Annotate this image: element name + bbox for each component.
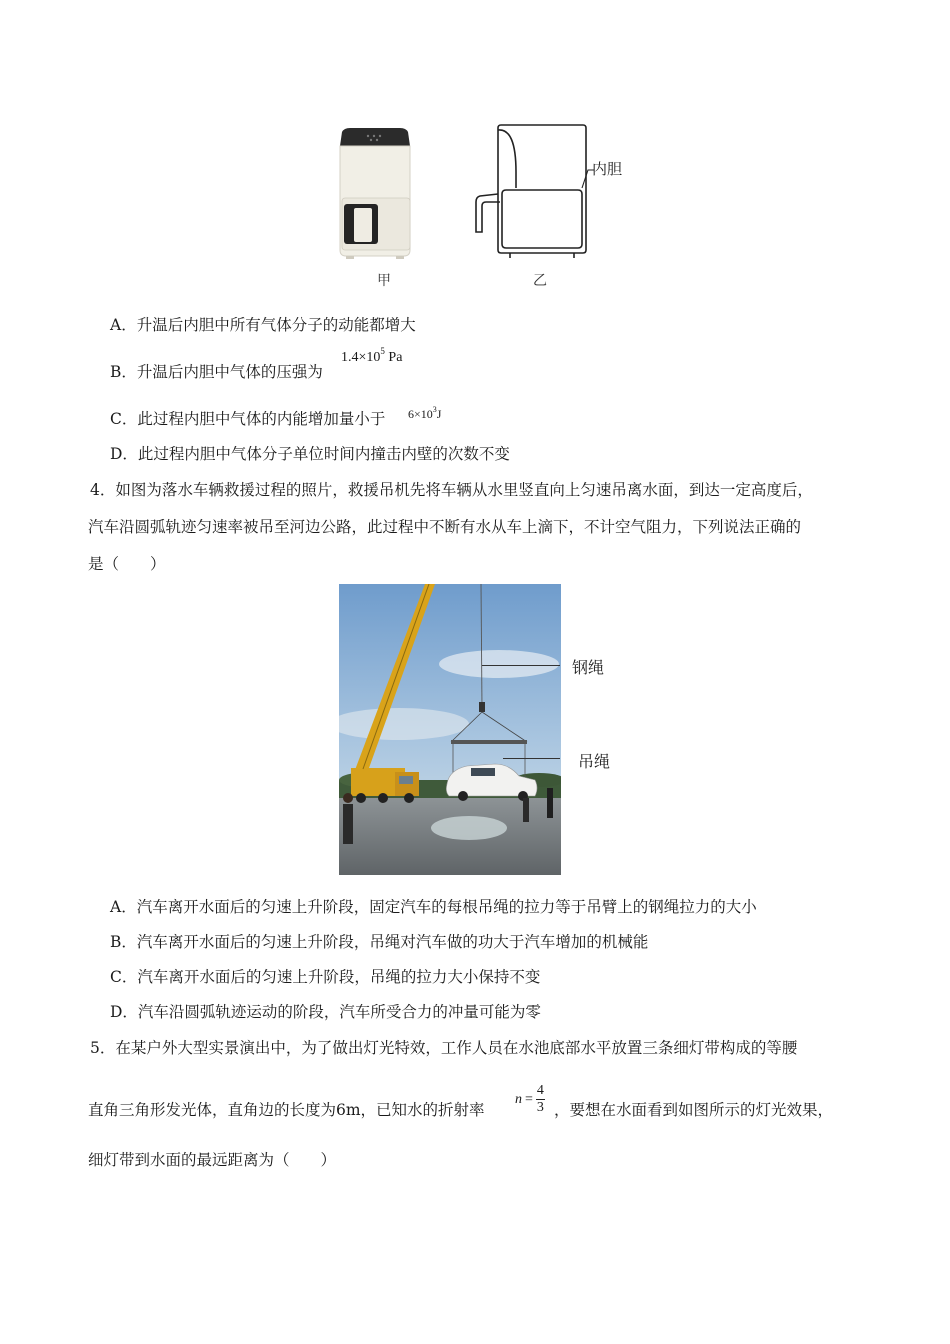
figure-caption-jia: 甲 bbox=[377, 273, 391, 289]
crane-rescue-photo bbox=[339, 584, 561, 875]
q3-option-b-text: B．升温后内胆中气体的压强为 bbox=[110, 363, 323, 381]
q3-option-c-text: C．此过程内胆中气体的内能增加量小于 bbox=[110, 410, 386, 428]
air-fryer-photo bbox=[334, 124, 416, 260]
q5-stem-line1: 5．在某户外大型实景演出中，为了做出灯光特效，工作人员在水池底部水平放置三条细灯带构成的等腰 bbox=[90, 1039, 798, 1057]
sling-label: 吊绳 bbox=[578, 752, 611, 771]
steel-rope-leader-line bbox=[482, 665, 560, 666]
q4-option-d: D．汽车沿圆弧轨迹运动的阶段，汽车所受合力的冲量可能为零 bbox=[110, 1003, 541, 1021]
figure-caption-yi: 乙 bbox=[533, 273, 547, 289]
sling-leader-line bbox=[503, 758, 560, 759]
q3-option-c bbox=[110, 407, 385, 429]
q4-option-a: A．汽车离开水面后的匀速上升阶段，固定汽车的每根吊绳的拉力等于吊臂上的钢绳拉力的大小 bbox=[110, 898, 757, 916]
q4-option-b: B．汽车离开水面后的匀速上升阶段，吊绳对汽车做的功大于汽车增加的机械能 bbox=[110, 933, 649, 951]
q3-option-c-math: $6\times 10^3J$ bbox=[408, 405, 442, 421]
q4-stem-line1: 4．如图为落水车辆救援过程的照片，救援吊机先将车辆从水里竖直向上匀速吊离水面，到达一定高度后， bbox=[90, 481, 813, 499]
fraction-four-thirds: $\frac{4}{3}$ bbox=[536, 1083, 544, 1115]
q4-stem-line2: 汽车沿圆弧轨迹匀速率被吊至河边公路，此过程中不断有水从车上滴下，不计空气阻力，下列说法正确的 bbox=[88, 518, 802, 536]
q5-line2-post: ，要想在水面看到如图所示的灯光效果， bbox=[554, 1101, 834, 1119]
inner-liner-label: 内胆 bbox=[592, 160, 623, 178]
q5-stem-line2 bbox=[88, 1098, 485, 1120]
q5-refractive-index: n = $\frac{4}{3}$ bbox=[515, 1083, 544, 1115]
q3-option-d: D．此过程内胆中气体分子单位时间内撞击内壁的次数不变 bbox=[110, 445, 510, 463]
q3-option-b-math: $1.4\times 10^5$ Pa bbox=[341, 346, 403, 365]
q5-line2-pre: 直角三角形发光体，直角边的长度为6m，已知水的折射率 bbox=[88, 1101, 485, 1119]
air-fryer-diagram bbox=[470, 122, 630, 262]
q4-stem-line3: 是（ ） bbox=[88, 555, 166, 573]
q5-stem-line3: 细灯带到水面的最远距离为（ ） bbox=[88, 1151, 337, 1169]
q3-option-a: A．升温后内胆中所有气体分子的动能都增大 bbox=[110, 316, 416, 334]
q3-option-b bbox=[110, 360, 323, 382]
q4-option-c: C．汽车离开水面后的匀速上升阶段，吊绳的拉力大小保持不变 bbox=[110, 968, 541, 986]
steel-rope-label: 钢绳 bbox=[572, 658, 605, 677]
